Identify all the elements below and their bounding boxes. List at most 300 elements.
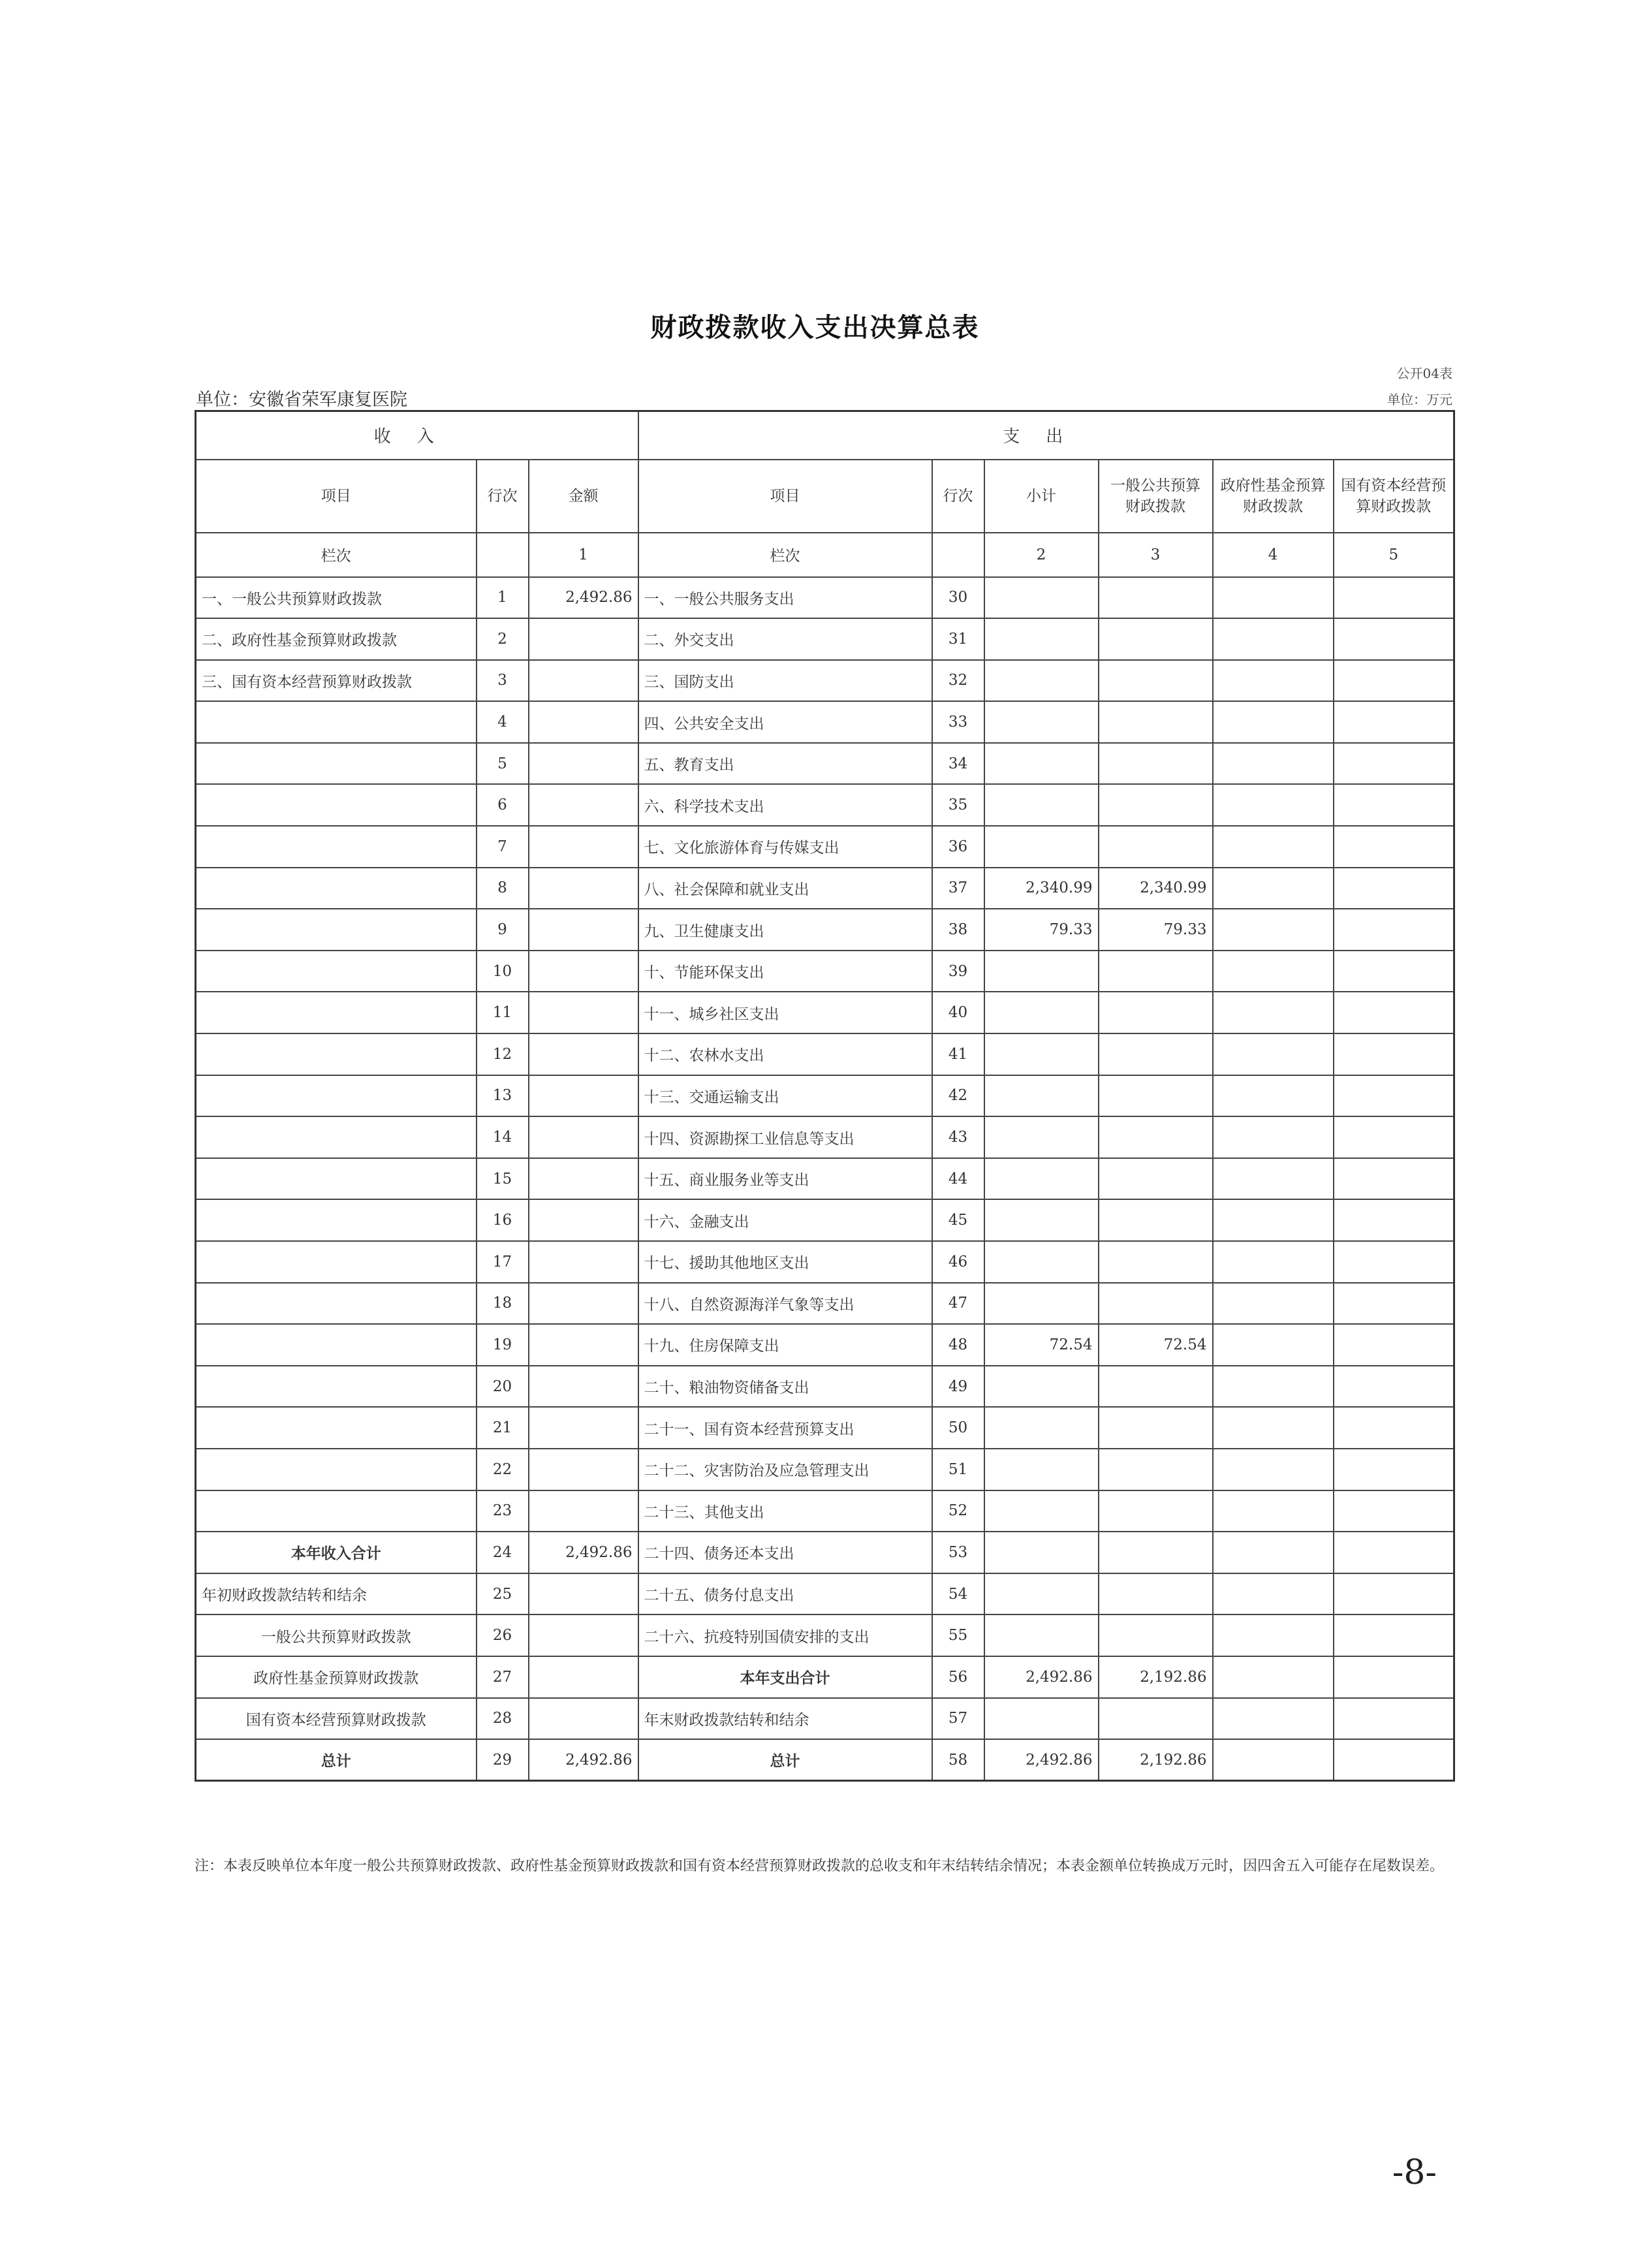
expense-item: 七、文化旅游体育与传媒支出 <box>638 826 932 868</box>
expense-general-budget <box>1099 1116 1213 1158</box>
income-row-number: 6 <box>477 784 529 826</box>
expense-fund-budget <box>1213 1075 1334 1117</box>
expense-fund-budget <box>1213 1116 1334 1158</box>
income-item <box>196 1075 477 1117</box>
table-row <box>196 826 1454 868</box>
expense-general-budget <box>1099 1283 1213 1325</box>
lan-4: 4 <box>1213 533 1334 577</box>
expense-subtotal <box>984 618 1099 660</box>
income-item <box>196 909 477 951</box>
table-row <box>196 660 1454 702</box>
income-amount <box>529 743 638 785</box>
income-amount <box>529 784 638 826</box>
income-row-number: 10 <box>477 951 529 992</box>
expense-general-budget <box>1099 1573 1213 1615</box>
income-row-number: 23 <box>477 1490 529 1532</box>
expense-item: 总计 <box>638 1739 932 1781</box>
income-item <box>196 1407 477 1449</box>
expense-general-budget <box>1099 992 1213 1033</box>
income-item <box>196 826 477 868</box>
expense-item: 八、社会保障和就业支出 <box>638 868 932 909</box>
expense-fund-budget <box>1213 1573 1334 1615</box>
table-row <box>196 1698 1454 1740</box>
expense-row-number: 52 <box>932 1490 984 1532</box>
expense-subtotal <box>984 1241 1099 1283</box>
income-amount <box>529 1490 638 1532</box>
income-item: 国有资本经营预算财政拨款 <box>196 1698 477 1740</box>
lan-5: 5 <box>1334 533 1454 577</box>
income-amount: 2,492.86 <box>529 577 638 619</box>
expense-state-capital <box>1334 1490 1454 1532</box>
table-row <box>196 1490 1454 1532</box>
income-row-number: 8 <box>477 868 529 909</box>
expense-row-number: 49 <box>932 1366 984 1408</box>
expense-item: 二十三、其他支出 <box>638 1490 932 1532</box>
income-amount <box>529 660 638 702</box>
expense-fund-budget <box>1213 577 1334 619</box>
expense-subtotal <box>984 1698 1099 1740</box>
expense-fund-budget <box>1213 1283 1334 1325</box>
expense-state-capital <box>1334 577 1454 619</box>
income-item <box>196 701 477 743</box>
expense-row-number: 54 <box>932 1573 984 1615</box>
income-item <box>196 1199 477 1241</box>
amount-unit: 单位：万元 <box>1387 392 1452 407</box>
income-item <box>196 992 477 1033</box>
expense-fund-budget <box>1213 909 1334 951</box>
expense-row-number: 58 <box>932 1739 984 1781</box>
income-item <box>196 784 477 826</box>
expense-subtotal <box>984 1490 1099 1532</box>
expense-general-budget <box>1099 1075 1213 1117</box>
col-item: 项目 <box>196 460 477 533</box>
expense-fund-budget <box>1213 1490 1334 1532</box>
table-row <box>196 1241 1454 1283</box>
income-row-number: 11 <box>477 992 529 1033</box>
income-amount: 2,492.86 <box>529 1532 638 1573</box>
income-item: 一般公共预算财政拨款 <box>196 1614 477 1656</box>
income-amount <box>529 1075 638 1117</box>
expense-general-budget <box>1099 1614 1213 1656</box>
income-item <box>196 1033 477 1075</box>
table-row <box>196 701 1454 743</box>
expense-subtotal <box>984 1614 1099 1656</box>
expense-general-budget <box>1099 660 1213 702</box>
income-row-number: 12 <box>477 1033 529 1075</box>
income-amount <box>529 951 638 992</box>
expense-fund-budget <box>1213 1241 1334 1283</box>
expense-subtotal: 2,340.99 <box>984 868 1099 909</box>
expense-fund-budget <box>1213 701 1334 743</box>
expense-item: 二十一、国有资本经营预算支出 <box>638 1407 932 1449</box>
expense-row-number: 33 <box>932 701 984 743</box>
income-item: 二、政府性基金预算财政拨款 <box>196 618 477 660</box>
expense-subtotal <box>984 660 1099 702</box>
expense-item: 六、科学技术支出 <box>638 784 932 826</box>
income-row-number: 26 <box>477 1614 529 1656</box>
expense-state-capital <box>1334 951 1454 992</box>
table-row <box>196 868 1454 909</box>
expense-subtotal <box>984 1449 1099 1490</box>
expense-subtotal <box>984 1573 1099 1615</box>
expense-item: 十、节能环保支出 <box>638 951 932 992</box>
expense-general-budget <box>1099 701 1213 743</box>
table-row <box>196 1614 1454 1656</box>
expense-subtotal: 72.54 <box>984 1324 1099 1366</box>
table-row <box>196 1324 1454 1366</box>
income-item <box>196 1449 477 1490</box>
expense-item: 二十五、债务付息支出 <box>638 1573 932 1615</box>
table-row <box>196 577 1454 619</box>
expense-subtotal <box>984 701 1099 743</box>
page-number: -8- <box>1392 2153 1437 2192</box>
expense-general-budget <box>1099 1532 1213 1573</box>
expense-row-number: 36 <box>932 826 984 868</box>
form-code: 公开04表 <box>1396 366 1452 381</box>
expense-general-budget <box>1099 1490 1213 1532</box>
expense-fund-budget <box>1213 868 1334 909</box>
expense-item: 三、国防支出 <box>638 660 932 702</box>
table-row <box>196 909 1454 951</box>
col-subtotal: 小计 <box>984 460 1099 533</box>
expense-item: 十四、资源勘探工业信息等支出 <box>638 1116 932 1158</box>
table-row <box>196 1366 1454 1408</box>
table-row <box>196 951 1454 992</box>
table-row <box>196 1449 1454 1490</box>
income-amount <box>529 1449 638 1490</box>
page-title: 财政拨款收入支出决算总表 <box>650 313 980 343</box>
expense-row-number: 30 <box>932 577 984 619</box>
expense-subtotal <box>984 1158 1099 1200</box>
table-row <box>196 992 1454 1033</box>
expense-state-capital <box>1334 1199 1454 1241</box>
income-amount <box>529 868 638 909</box>
expense-general-budget <box>1099 1366 1213 1408</box>
income-row-number: 17 <box>477 1241 529 1283</box>
income-item <box>196 1241 477 1283</box>
expense-state-capital <box>1334 826 1454 868</box>
expense-row-number: 44 <box>932 1158 984 1200</box>
income-amount <box>529 1614 638 1656</box>
table-row <box>196 784 1454 826</box>
expense-fund-budget <box>1213 1532 1334 1573</box>
income-item: 总计 <box>196 1739 477 1781</box>
expense-row-number: 45 <box>932 1199 984 1241</box>
expense-fund-budget <box>1213 1158 1334 1200</box>
expense-state-capital <box>1334 1407 1454 1449</box>
expense-subtotal <box>984 577 1099 619</box>
expense-row-number: 48 <box>932 1324 984 1366</box>
expense-row-number: 31 <box>932 618 984 660</box>
income-item <box>196 1116 477 1158</box>
expense-general-budget <box>1099 1698 1213 1740</box>
expense-subtotal <box>984 992 1099 1033</box>
income-row-number: 25 <box>477 1573 529 1615</box>
expense-state-capital <box>1334 1241 1454 1283</box>
expense-row-number: 51 <box>932 1449 984 1490</box>
expense-subtotal <box>984 951 1099 992</box>
expense-row-number: 50 <box>932 1407 984 1449</box>
expense-subtotal <box>984 1033 1099 1075</box>
income-amount: 2,492.86 <box>529 1739 638 1781</box>
expense-state-capital <box>1334 1116 1454 1158</box>
expense-state-capital <box>1334 701 1454 743</box>
col-fund-budget: 政府性基金预算财政拨款 <box>1213 460 1334 533</box>
expense-subtotal <box>984 743 1099 785</box>
income-amount <box>529 618 638 660</box>
expense-general-budget <box>1099 1241 1213 1283</box>
expense-state-capital <box>1334 1739 1454 1781</box>
income-item <box>196 1324 477 1366</box>
expense-subtotal <box>984 1199 1099 1241</box>
income-row-number: 2 <box>477 618 529 660</box>
expense-fund-budget <box>1213 618 1334 660</box>
expense-subtotal <box>984 1407 1099 1449</box>
income-row-number: 16 <box>477 1199 529 1241</box>
table-row <box>196 1283 1454 1325</box>
expense-item: 十九、住房保障支出 <box>638 1324 932 1366</box>
expense-fund-budget <box>1213 660 1334 702</box>
expense-state-capital <box>1334 784 1454 826</box>
income-row-number: 22 <box>477 1449 529 1490</box>
table-row <box>196 1656 1454 1698</box>
income-item <box>196 743 477 785</box>
income-row-number: 14 <box>477 1116 529 1158</box>
expense-row-number: 32 <box>932 660 984 702</box>
expense-row-number: 40 <box>932 992 984 1033</box>
expense-state-capital <box>1334 868 1454 909</box>
expense-header: 支出 <box>638 411 1454 460</box>
expense-general-budget <box>1099 743 1213 785</box>
expense-fund-budget <box>1213 743 1334 785</box>
expense-fund-budget <box>1213 1324 1334 1366</box>
expense-subtotal <box>984 1532 1099 1573</box>
expense-state-capital <box>1334 909 1454 951</box>
expense-state-capital <box>1334 618 1454 660</box>
income-row-number: 19 <box>477 1324 529 1366</box>
expense-state-capital <box>1334 1614 1454 1656</box>
expense-state-capital <box>1334 1532 1454 1573</box>
col-state-capital: 国有资本经营预算财政拨款 <box>1334 460 1454 533</box>
table-row <box>196 1033 1454 1075</box>
income-row-number: 18 <box>477 1283 529 1325</box>
income-row-number: 4 <box>477 701 529 743</box>
expense-state-capital <box>1334 1283 1454 1325</box>
expense-subtotal <box>984 1283 1099 1325</box>
income-item: 本年收入合计 <box>196 1532 477 1573</box>
income-item <box>196 1490 477 1532</box>
income-item: 三、国有资本经营预算财政拨款 <box>196 660 477 702</box>
table-row <box>196 1573 1454 1615</box>
expense-row-number: 37 <box>932 868 984 909</box>
table-row <box>196 618 1454 660</box>
income-item: 一、一般公共预算财政拨款 <box>196 577 477 619</box>
expense-general-budget <box>1099 1158 1213 1200</box>
expense-general-budget <box>1099 951 1213 992</box>
income-item <box>196 1283 477 1325</box>
income-row-number: 7 <box>477 826 529 868</box>
income-item <box>196 951 477 992</box>
income-row-number: 9 <box>477 909 529 951</box>
expense-fund-budget <box>1213 1614 1334 1656</box>
expense-row-number: 53 <box>932 1532 984 1573</box>
income-amount <box>529 1158 638 1200</box>
expense-fund-budget <box>1213 826 1334 868</box>
expense-item: 十二、农林水支出 <box>638 1033 932 1075</box>
expense-row-number: 55 <box>932 1614 984 1656</box>
expense-state-capital <box>1334 1158 1454 1200</box>
expense-general-budget <box>1099 784 1213 826</box>
income-amount <box>529 1324 638 1366</box>
expense-subtotal: 2,492.86 <box>984 1739 1099 1781</box>
income-row-number: 3 <box>477 660 529 702</box>
table-row <box>196 1116 1454 1158</box>
income-row-number: 24 <box>477 1532 529 1573</box>
table-row <box>196 1407 1454 1449</box>
expense-item: 年末财政拨款结转和结余 <box>638 1698 932 1740</box>
expense-state-capital <box>1334 1033 1454 1075</box>
expense-fund-budget <box>1213 1449 1334 1490</box>
income-amount <box>529 826 638 868</box>
expense-general-budget: 2,340.99 <box>1099 868 1213 909</box>
income-amount <box>529 1656 638 1698</box>
income-row-number: 21 <box>477 1407 529 1449</box>
expense-item: 九、卫生健康支出 <box>638 909 932 951</box>
expense-fund-budget <box>1213 951 1334 992</box>
reporting-unit: 单位：安徽省荣军康复医院 <box>196 390 407 410</box>
expense-item: 二十二、灾害防治及应急管理支出 <box>638 1449 932 1490</box>
col-amount: 金额 <box>529 460 638 533</box>
expense-item: 二十、粮油物资储备支出 <box>638 1366 932 1408</box>
col-row-2: 行次 <box>932 460 984 533</box>
expense-general-budget <box>1099 618 1213 660</box>
lan-3: 3 <box>1099 533 1213 577</box>
expense-general-budget <box>1099 577 1213 619</box>
expense-fund-budget <box>1213 1739 1334 1781</box>
table-row <box>196 1075 1454 1117</box>
expense-row-number: 35 <box>932 784 984 826</box>
income-row-number: 28 <box>477 1698 529 1740</box>
col-item-2: 项目 <box>638 460 932 533</box>
income-item <box>196 1366 477 1408</box>
expense-general-budget <box>1099 826 1213 868</box>
expense-state-capital <box>1334 660 1454 702</box>
lan-label: 栏次 <box>196 533 477 577</box>
expense-item: 二十六、抗疫特别国债安排的支出 <box>638 1614 932 1656</box>
expense-row-number: 43 <box>932 1116 984 1158</box>
expense-general-budget <box>1099 1449 1213 1490</box>
income-item: 年初财政拨款结转和结余 <box>196 1573 477 1615</box>
income-amount <box>529 1033 638 1075</box>
income-row-number: 29 <box>477 1739 529 1781</box>
lan-label-2: 栏次 <box>638 533 932 577</box>
expense-state-capital <box>1334 1656 1454 1698</box>
expense-item: 本年支出合计 <box>638 1656 932 1698</box>
expense-state-capital <box>1334 1449 1454 1490</box>
expense-general-budget: 72.54 <box>1099 1324 1213 1366</box>
expense-item: 一、一般公共服务支出 <box>638 577 932 619</box>
expense-row-number: 56 <box>932 1656 984 1698</box>
lan-empty-2 <box>932 533 984 577</box>
expense-subtotal <box>984 1075 1099 1117</box>
expense-state-capital <box>1334 1324 1454 1366</box>
expense-row-number: 57 <box>932 1698 984 1740</box>
income-amount <box>529 1698 638 1740</box>
budget-table <box>195 410 1455 1782</box>
income-row-number: 27 <box>477 1656 529 1698</box>
expense-item: 四、公共安全支出 <box>638 701 932 743</box>
income-amount <box>529 1116 638 1158</box>
expense-state-capital <box>1334 1698 1454 1740</box>
income-amount <box>529 701 638 743</box>
expense-item: 十六、金融支出 <box>638 1199 932 1241</box>
expense-item: 十八、自然资源海洋气象等支出 <box>638 1283 932 1325</box>
income-row-number: 20 <box>477 1366 529 1408</box>
income-row-number: 5 <box>477 743 529 785</box>
expense-state-capital <box>1334 992 1454 1033</box>
income-header: 收入 <box>196 411 638 460</box>
expense-subtotal <box>984 784 1099 826</box>
expense-row-number: 42 <box>932 1075 984 1117</box>
expense-row-number: 34 <box>932 743 984 785</box>
table-row <box>196 1532 1454 1573</box>
expense-general-budget: 2,192.86 <box>1099 1739 1213 1781</box>
col-general-budget: 一般公共预算财政拨款 <box>1099 460 1213 533</box>
lan-1: 1 <box>529 533 638 577</box>
expense-fund-budget <box>1213 992 1334 1033</box>
expense-state-capital <box>1334 1573 1454 1615</box>
income-item: 政府性基金预算财政拨款 <box>196 1656 477 1698</box>
income-amount <box>529 992 638 1033</box>
expense-general-budget <box>1099 1033 1213 1075</box>
expense-general-budget <box>1099 1407 1213 1449</box>
expense-subtotal: 79.33 <box>984 909 1099 951</box>
income-amount <box>529 1366 638 1408</box>
income-amount <box>529 1199 638 1241</box>
expense-fund-budget <box>1213 1199 1334 1241</box>
table-row <box>196 1739 1454 1781</box>
expense-state-capital <box>1334 1366 1454 1408</box>
income-item <box>196 1158 477 1200</box>
expense-state-capital <box>1334 743 1454 785</box>
expense-general-budget: 79.33 <box>1099 909 1213 951</box>
expense-row-number: 41 <box>932 1033 984 1075</box>
lan-empty <box>477 533 529 577</box>
expense-fund-budget <box>1213 1698 1334 1740</box>
lan-2: 2 <box>984 533 1099 577</box>
expense-row-number: 38 <box>932 909 984 951</box>
expense-fund-budget <box>1213 1366 1334 1408</box>
expense-item: 十七、援助其他地区支出 <box>638 1241 932 1283</box>
income-amount <box>529 1407 638 1449</box>
income-amount <box>529 1283 638 1325</box>
expense-fund-budget <box>1213 1033 1334 1075</box>
income-row-number: 13 <box>477 1075 529 1117</box>
expense-item: 十五、商业服务业等支出 <box>638 1158 932 1200</box>
expense-state-capital <box>1334 1075 1454 1117</box>
income-amount <box>529 909 638 951</box>
table-row <box>196 743 1454 785</box>
expense-fund-budget <box>1213 1656 1334 1698</box>
income-row-number: 15 <box>477 1158 529 1200</box>
income-amount <box>529 1241 638 1283</box>
expense-subtotal: 2,492.86 <box>984 1656 1099 1698</box>
expense-subtotal <box>984 826 1099 868</box>
expense-item: 五、教育支出 <box>638 743 932 785</box>
expense-item: 二、外交支出 <box>638 618 932 660</box>
table-row <box>196 1158 1454 1200</box>
expense-item: 十一、城乡社区支出 <box>638 992 932 1033</box>
